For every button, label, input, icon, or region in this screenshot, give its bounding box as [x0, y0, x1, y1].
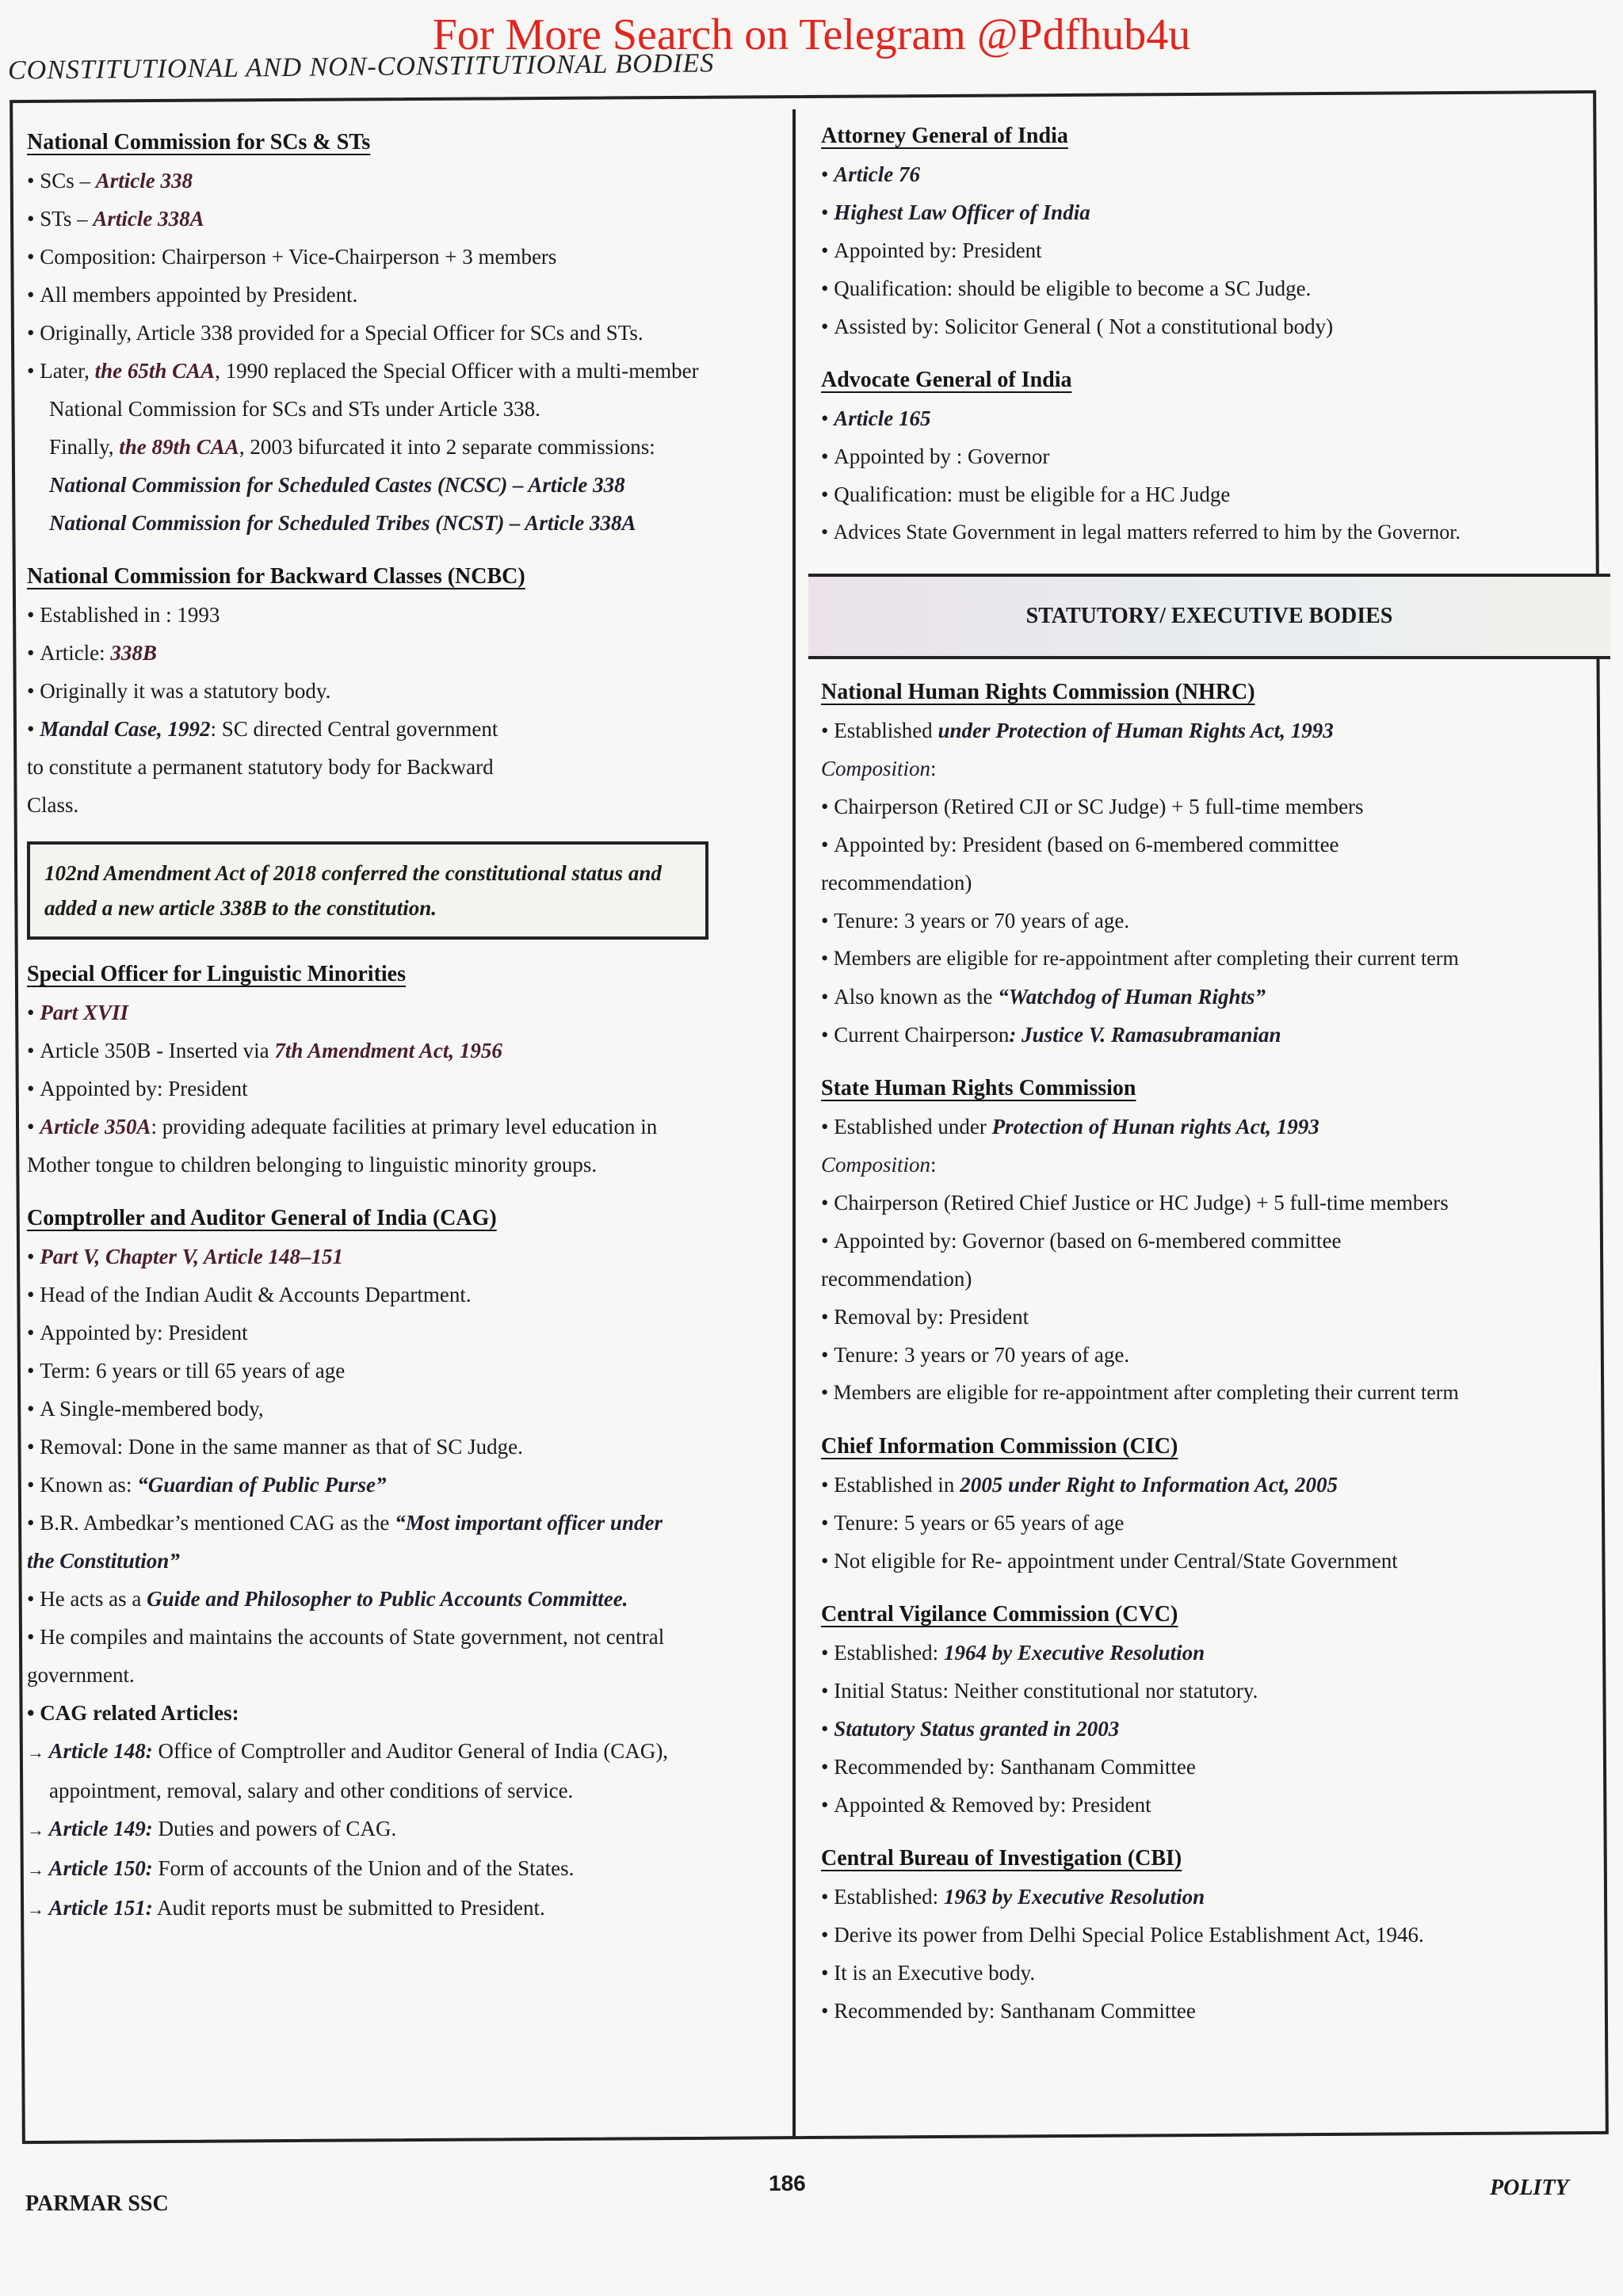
- section-cic: [821, 1434, 1598, 1580]
- list-item: • Article 350A: providing adequate facilities at primary level education in: [27, 1108, 780, 1146]
- section-heading: National Human Rights Commission (NHRC): [821, 680, 1255, 704]
- list-item: • Members are eligible for re-appointment after completing their current term: [821, 940, 1598, 978]
- list-item: • Removal: Done in the same manner as that of SC Judge.: [27, 1428, 780, 1466]
- list-item: • Established under Protection of Hunan rights Act, 1993: [821, 1108, 1598, 1146]
- list-item-continued: government.: [27, 1663, 135, 1687]
- right-column: [821, 119, 1598, 2052]
- list-item: • Appointed by : Governor: [821, 437, 1598, 475]
- list-item: • Established under Protection of Human Rights Act, 1993: [821, 711, 1598, 749]
- list-item: Composition:: [821, 757, 937, 780]
- list-item: • Initial Status: Neither constitutional nor statutory.: [821, 1672, 1598, 1710]
- list-item: • Appointed by: Governor (based on 6-membered committee: [821, 1222, 1598, 1260]
- list-item: • Tenure: 3 years or 70 years of age.: [821, 902, 1598, 940]
- statutory-bodies-banner: STATUTORY/ EXECUTIVE BODIES: [808, 574, 1610, 659]
- list-item: • Head of the Indian Audit & Accounts Department.: [27, 1276, 780, 1314]
- list-item: • A Single-membered body,: [27, 1390, 780, 1428]
- list-item: National Commission for Scheduled Tribes (NCST) – Article 338A: [49, 511, 636, 535]
- list-item-continued: National Commission for SCs and STs under Article 338.: [49, 397, 540, 421]
- section-attorney-general: [821, 124, 1598, 345]
- list-item: • Article 350B - Inserted via 7th Amendment Act, 1956: [27, 1032, 780, 1070]
- column-divider: [792, 109, 796, 2138]
- section-cag: [27, 1206, 780, 1928]
- list-item: • Current Chairperson: Justice V. Ramasubramanian: [821, 1016, 1598, 1054]
- list-item: • Recommended by: Santhanam Committee: [821, 1748, 1598, 1786]
- list-item: • Recommended by: Santhanam Committee: [821, 1992, 1598, 2030]
- list-item: • Established: 1963 by Executive Resolution: [821, 1878, 1598, 1916]
- list-item: • Term: 6 years or till 65 years of age: [27, 1352, 780, 1390]
- list-item: • Appointed by: President: [27, 1314, 780, 1352]
- section-heading: Comptroller and Auditor General of India (CAG): [27, 1206, 497, 1230]
- section-heading: National Commission for SCs & STs: [27, 130, 371, 154]
- section-linguistic-minorities: [27, 962, 780, 1184]
- list-item: Composition:: [821, 1153, 937, 1177]
- left-column: [27, 119, 780, 1951]
- list-item: • SCs – Article 338: [27, 162, 780, 200]
- page-number: 186: [769, 2171, 806, 2195]
- list-item: • Not eligible for Re- appointment under Central/State Government: [821, 1542, 1598, 1580]
- list-item: • Appointed by: President (based on 6-membered committee: [821, 826, 1598, 864]
- list-item: • Established in 2005 under Right to Information Act, 2005: [821, 1466, 1598, 1504]
- list-item: • Composition: Chairperson + Vice-Chairperson + 3 members: [27, 238, 780, 276]
- list-item: • Chairperson (Retired CJI or SC Judge) + 5 full-time members: [821, 788, 1598, 826]
- list-item: • Part V, Chapter V, Article 148–151: [27, 1238, 780, 1276]
- list-item: • Mandal Case, 1992: SC directed Central government: [27, 710, 780, 748]
- list-item: • Highest Law Officer of India: [821, 193, 1598, 231]
- list-item: National Commission for Scheduled Castes (NCSC) – Article 338: [49, 473, 625, 497]
- callout-text: 102nd Amendment Act of 2018 conferred the constitutional status and added a new article 338B to the constitution.: [44, 861, 662, 920]
- footer-publisher: PARMAR SSC: [25, 2191, 169, 2216]
- section-heading: National Commission for Backward Classes (NCBC): [27, 564, 525, 589]
- list-item: • He compiles and maintains the accounts of State government, not central: [27, 1618, 780, 1656]
- list-item: • Appointed & Removed by: President: [821, 1786, 1598, 1824]
- list-item: • Members are eligible for re-appointment after completing their current term: [821, 1374, 1598, 1412]
- list-item: • Advices State Government in legal matters referred to him by the Governor.: [821, 513, 1598, 551]
- list-item-continued: Class.: [27, 793, 79, 817]
- list-item: • Tenure: 5 years or 65 years of age: [821, 1504, 1598, 1542]
- amendment-callout-box: [27, 841, 708, 940]
- list-item: • Chairperson (Retired Chief Justice or HC Judge) + 5 full-time members: [821, 1184, 1598, 1222]
- list-item: • Qualification: must be eligible for a HC Judge: [821, 475, 1598, 513]
- section-heading: Central Vigilance Commission (CVC): [821, 1602, 1178, 1627]
- section-sc-st-commission: [27, 130, 780, 542]
- list-item: • Also known as the “Watchdog of Human Rights”: [821, 978, 1598, 1016]
- list-item: • Qualification: should be eligible to become a SC Judge.: [821, 269, 1598, 307]
- section-nhrc: [821, 680, 1598, 1054]
- list-item: • Established: 1964 by Executive Resolution: [821, 1634, 1598, 1672]
- list-item: • It is an Executive body.: [821, 1954, 1598, 1992]
- list-item: • Derive its power from Delhi Special Police Establishment Act, 1946.: [821, 1916, 1598, 1954]
- list-item-continued: Mother tongue to children belonging to linguistic minority groups.: [27, 1153, 598, 1177]
- article-list-item: → Article 148: Office of Comptroller and Auditor General of India (CAG),: [27, 1732, 780, 1772]
- section-heading: Special Officer for Linguistic Minorities: [27, 962, 407, 986]
- list-item: • Tenure: 3 years or 70 years of age.: [821, 1336, 1598, 1374]
- list-item: • Part XVII: [27, 994, 780, 1032]
- list-item: • Removal by: President: [821, 1298, 1598, 1336]
- list-item-continued: the Constitution”: [27, 1549, 180, 1573]
- section-heading: Attorney General of India: [821, 124, 1068, 148]
- list-item: • All members appointed by President.: [27, 276, 780, 314]
- article-list-item: → Article 149: Duties and powers of CAG.: [27, 1810, 780, 1849]
- list-item: • Article: 338B: [27, 634, 780, 672]
- footer-subject: POLITY: [1490, 2176, 1569, 2200]
- list-item: • Appointed by: President: [821, 231, 1598, 269]
- list-item: • Article 76: [821, 155, 1598, 193]
- section-heading: Chief Information Commission (CIC): [821, 1434, 1178, 1459]
- telegram-banner: For More Search on Telegram @Pdfhub4u: [432, 10, 1191, 59]
- section-ncbc: [27, 564, 780, 940]
- list-item: Finally, the 89th CAA, 2003 bifurcated it into 2 separate commissions:: [49, 435, 655, 459]
- list-item: • Article 165: [821, 399, 1598, 437]
- list-item: • Originally, Article 338 provided for a Special Officer for SCs and STs.: [27, 314, 780, 352]
- list-item-continued: to constitute a permanent statutory body for Backward: [27, 755, 494, 779]
- section-cvc: [821, 1602, 1598, 1824]
- list-item: • B.R. Ambedkar’s mentioned CAG as the “Most important officer under: [27, 1504, 780, 1542]
- list-item: • STs – Article 338A: [27, 200, 780, 238]
- list-item: • Established in : 1993: [27, 596, 780, 634]
- section-cbi: [821, 1846, 1598, 2030]
- list-item: • CAG related Articles:: [27, 1694, 780, 1732]
- list-item: • Statutory Status granted in 2003: [821, 1710, 1598, 1748]
- list-item-continued: recommendation): [821, 871, 972, 894]
- section-advocate-general: [821, 368, 1598, 551]
- article-list-item-continued: appointment, removal, salary and other conditions of service.: [49, 1779, 574, 1802]
- list-item: • Later, the 65th CAA, 1990 replaced the Special Officer with a multi-member: [27, 352, 780, 390]
- list-item: • He acts as a Guide and Philosopher to Public Accounts Committee.: [27, 1580, 780, 1618]
- list-item: • Originally it was a statutory body.: [27, 672, 780, 710]
- section-shrc: [821, 1076, 1598, 1412]
- article-list-item: → Article 151: Audit reports must be submitted to President.: [27, 1889, 780, 1928]
- section-heading: Central Bureau of Investigation (CBI): [821, 1846, 1182, 1871]
- chapter-title: CONSTITUTIONAL AND NON-CONSTITUTIONAL BODIES: [7, 48, 715, 86]
- list-item: • Assisted by: Solicitor General ( Not a constitutional body): [821, 307, 1598, 345]
- list-item: • Appointed by: President: [27, 1070, 780, 1108]
- list-item-continued: recommendation): [821, 1267, 972, 1291]
- section-heading: Advocate General of India: [821, 368, 1072, 392]
- section-heading: State Human Rights Commission: [821, 1076, 1136, 1100]
- list-item: • Known as: “Guardian of Public Purse”: [27, 1466, 780, 1504]
- article-list-item: → Article 150: Form of accounts of the Union and of the States.: [27, 1849, 780, 1889]
